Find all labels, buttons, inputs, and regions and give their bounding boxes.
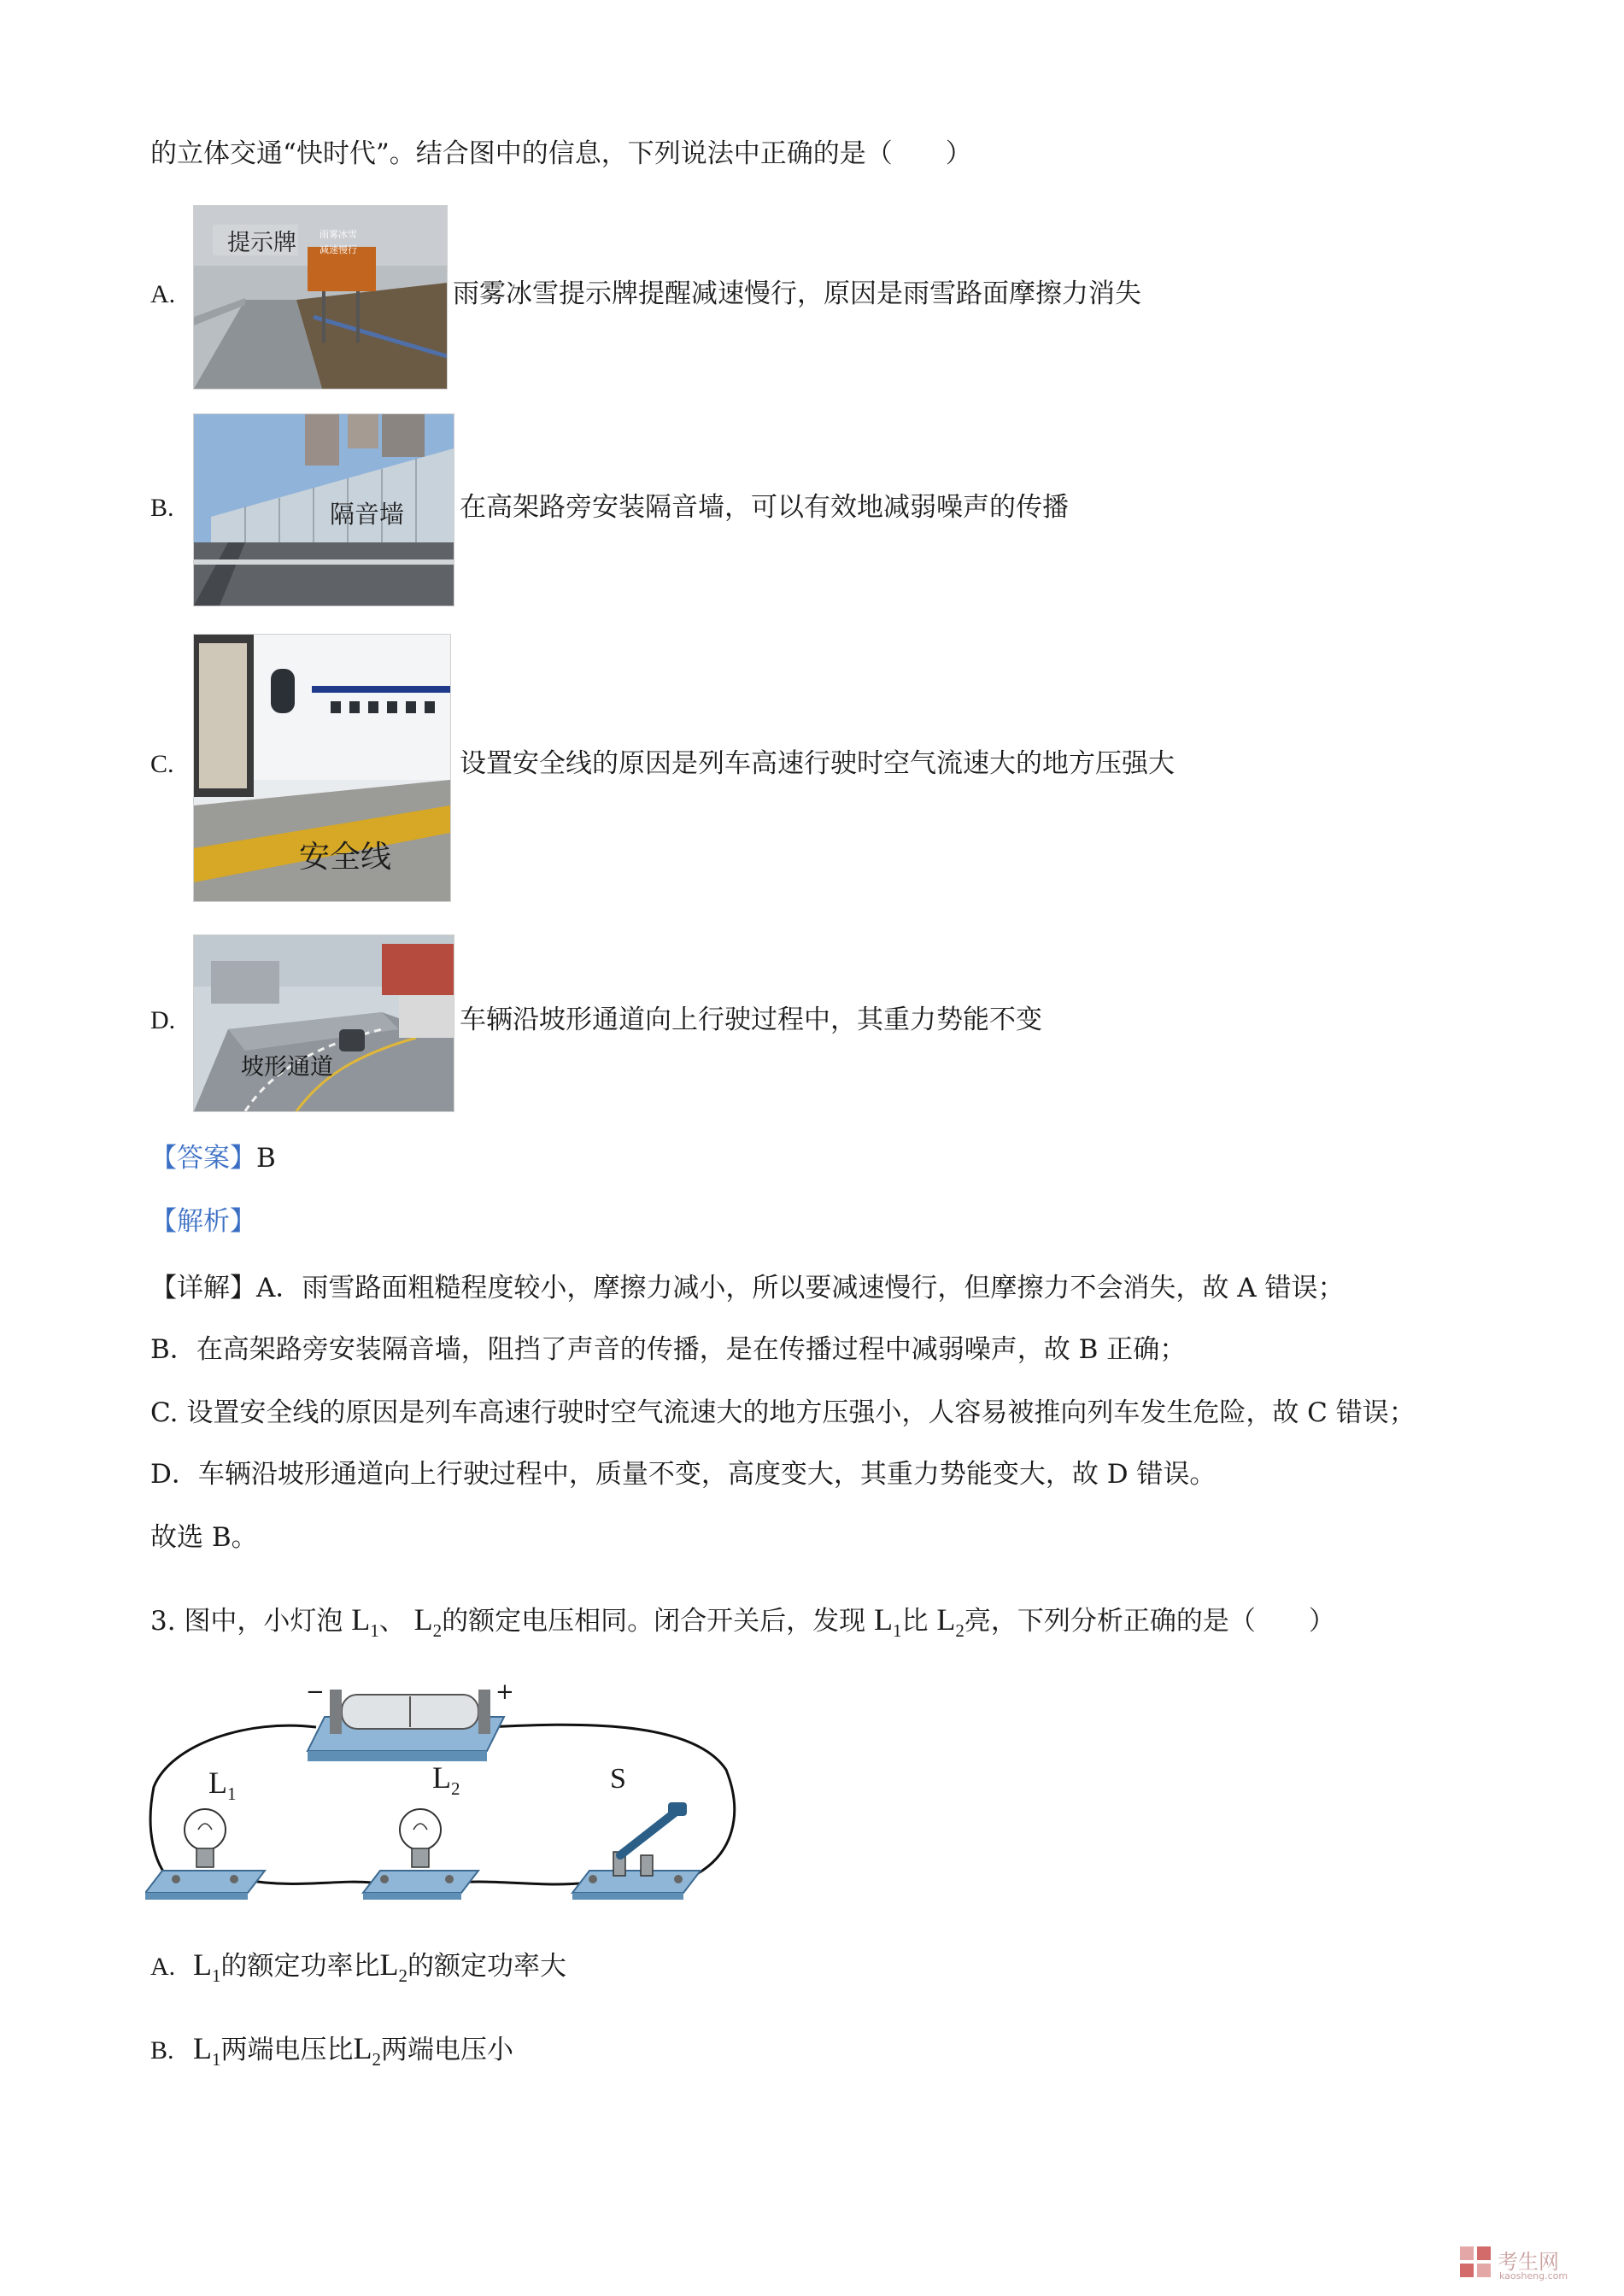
battery-holder [308,1690,504,1761]
option-a-photo-label: 提示牌 [227,230,296,255]
answer-tag: 【答案】 [150,1143,256,1174]
battery-plus-sign: + [495,1679,514,1705]
watermark-icon [1458,2245,1492,2279]
wire-top-right [487,1725,735,1877]
option-d-letter: D. [150,1006,176,1034]
option-b-letter: B. [150,494,174,522]
detail-line-c: C. 设置安全线的原因是列车高速行驶时空气流速大的地方压强小，人容易被推向列车发生危险，故 C 错误； [150,1397,1416,1428]
lamp-l1-base [145,1809,265,1900]
q3-opt-a-l2: L [379,1948,399,1982]
q3-l1: L [351,1602,371,1637]
switch-s-label: S [610,1763,626,1795]
watermark-logo [1458,2245,1586,2282]
answer-value: B [256,1143,276,1174]
analysis-tag: 【解析】 [150,1206,256,1237]
wire-l1-l2 [239,1879,372,1883]
q3-part3: 比 [901,1606,929,1637]
q3-opt-b-end: 两端电压小 [381,2035,513,2065]
detail-line-d: D．车辆沿坡形通道向上行驶过程中，质量不变，高度变大，其重力势能变大，故 D 错误。 [150,1459,1217,1490]
option-a-sign-text-2: 减速慢行 [320,244,357,255]
q3-l1-sub: 1 [370,1620,379,1641]
detail-line-a [150,1271,1344,1305]
q3-opt-a-mid: 的额定功率比 [220,1951,380,1982]
q3-part4: 亮，下列分析正确的是（ ） [964,1606,1335,1637]
q3-l2: L [413,1602,433,1637]
detail-conclusion: 故选 B。 [150,1522,258,1553]
q3-option-a-text [193,1948,566,1986]
q3-option-b-text [193,2031,513,2070]
circuit-diagram [145,1679,752,1906]
option-b-photo-label: 隔音墙 [330,500,405,529]
option-b-photo [193,413,454,606]
lamp-l2-label: L2 [432,1760,460,1799]
answer-line [150,1141,276,1175]
q3-option-a-letter: A. [150,1953,176,1981]
battery-minus-sign: − [306,1679,325,1705]
q3-l1b-sub: 1 [893,1620,902,1641]
q3-l1b: L [874,1602,894,1637]
q3-opt-a-l1: L [193,1948,212,1982]
question-3-stem [150,1602,1335,1641]
lamp-l1-label: L1 [208,1766,237,1804]
q3-sep: 、 [378,1606,406,1637]
option-b-text: 在高架路旁安装隔音墙，可以有效地减弱噪声的传播 [460,492,1069,523]
q3-opt-b-l1-sub: 1 [212,2049,221,2070]
q3-l2b-sub: 2 [955,1620,964,1641]
option-a-letter: A. [150,280,176,308]
q3-opt-a-l2-sub: 2 [398,1965,407,1986]
q3-l2b: L [936,1602,956,1637]
q3-l2-sub: 2 [432,1620,443,1641]
q3-opt-b-mid: 两端电压比 [220,2035,354,2065]
option-d-text: 车辆沿坡形通道向上行驶过程中，其重力势能不变 [460,1004,1042,1035]
watermark-text: 考生网 [1498,2250,1559,2274]
option-d-photo [193,934,454,1112]
q3-opt-b-l2-sub: 2 [372,2049,381,2070]
watermark-subtext: kaosheng.com [1499,2270,1568,2281]
q3-opt-b-l1: L [193,2031,212,2065]
lamp-l2-base [363,1809,478,1900]
option-a-text: 雨雾冰雪提示牌提醒减速慢行，原因是雨雪路面摩擦力消失 [453,278,1141,309]
detail-a-text: A．雨雪路面粗糙程度较小，摩擦力减小，所以要减速慢行，但摩擦力不会消失，故 A 错误； [256,1273,1345,1303]
option-c-photo-label: 安全线 [299,840,392,875]
option-a-sign-text-1: 雨雾冰雪 [320,229,357,240]
detail-tag: 【详解】 [150,1273,256,1303]
wire-l2-s [453,1882,589,1884]
option-d-photo-label: 坡形通道 [241,1054,333,1081]
q3-part2: 的额定电压相同。闭合开关后，发现 [442,1606,866,1637]
question-intro: 的立体交通“快时代”。结合图中的信息，下列说法中正确的是（ ） [150,138,972,169]
q3-opt-a-l1-sub: 1 [212,1965,221,1986]
q3-number: 3. [150,1606,176,1637]
switch-s-base [572,1802,701,1900]
q3-option-b-letter: B. [150,2036,174,2065]
q3-opt-b-l2: L [353,2031,372,2065]
detail-line-b: B．在高架路旁安装隔音墙，阻挡了声音的传播，是在传播过程中减弱噪声，故 B 正确； [150,1334,1187,1365]
q3-opt-a-end: 的额定功率大 [407,1951,566,1982]
option-c-letter: C. [150,750,174,778]
q3-part1: 图中，小灯泡 [184,1606,343,1637]
option-c-text: 设置安全线的原因是列车高速行驶时空气流速大的地方压强大 [460,748,1175,779]
